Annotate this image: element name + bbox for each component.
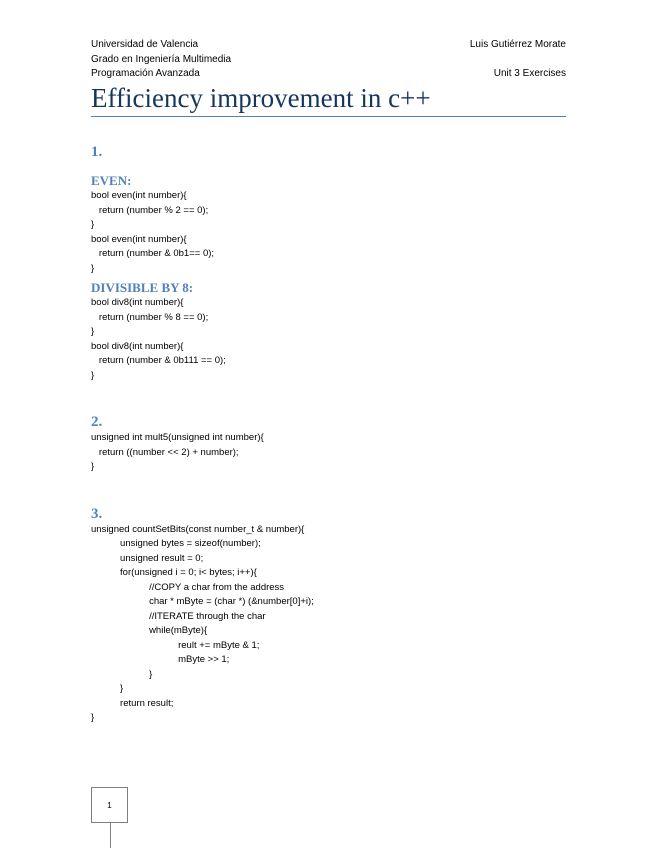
mult5-code-block: unsigned int mult5(unsigned int number){ return ((number << 2) + number); } (91, 432, 264, 472)
header-university: Universidad de Valencia (91, 39, 199, 50)
header-degree: Grado en Ingeniería Multimedia (91, 53, 232, 65)
document-title: Efficiency improvement in c++ (91, 82, 566, 117)
document-page (91, 38, 566, 726)
header-course: Programación Avanzada (91, 68, 200, 79)
even-heading: EVEN: (91, 173, 132, 188)
countsetbits-code-block: unsigned countSetBits(const number_t & number){ unsigned bytes = sizeof(number); unsigned result = 0; for(unsigned i = 0; i< bytes; i++){ //COPY a char from the address char * mByte = (char *) (&number[0]+i); //ITERATE through the char while(mByte){ reult += mByte & 1; mByte >> 1; } } return result; } (91, 523, 314, 723)
section-1-number: 1. (91, 144, 103, 160)
div8-heading: DIVISIBLE BY 8: (91, 280, 194, 295)
page-number: 1 (107, 801, 112, 810)
page-header (91, 38, 566, 82)
page-number-box (91, 787, 128, 823)
section-2-number: 2. (91, 414, 103, 430)
div8-code-block: bool div8(int number){ return (number % 8 == 0); } bool div8(int number){ return (number & 0b111 == 0); } (91, 297, 226, 381)
header-unit: Unit 3 Exercises (493, 68, 566, 79)
section-3-number: 3. (91, 505, 103, 522)
even-code-block: bool even(int number){ return (number % 2 == 0); } bool even(int number){ return (number & 0b1== 0); } (91, 190, 215, 274)
header-left (91, 38, 231, 82)
page-number-connector-line (110, 823, 111, 848)
header-author: Luis Gutiérrez Morate (469, 39, 566, 50)
